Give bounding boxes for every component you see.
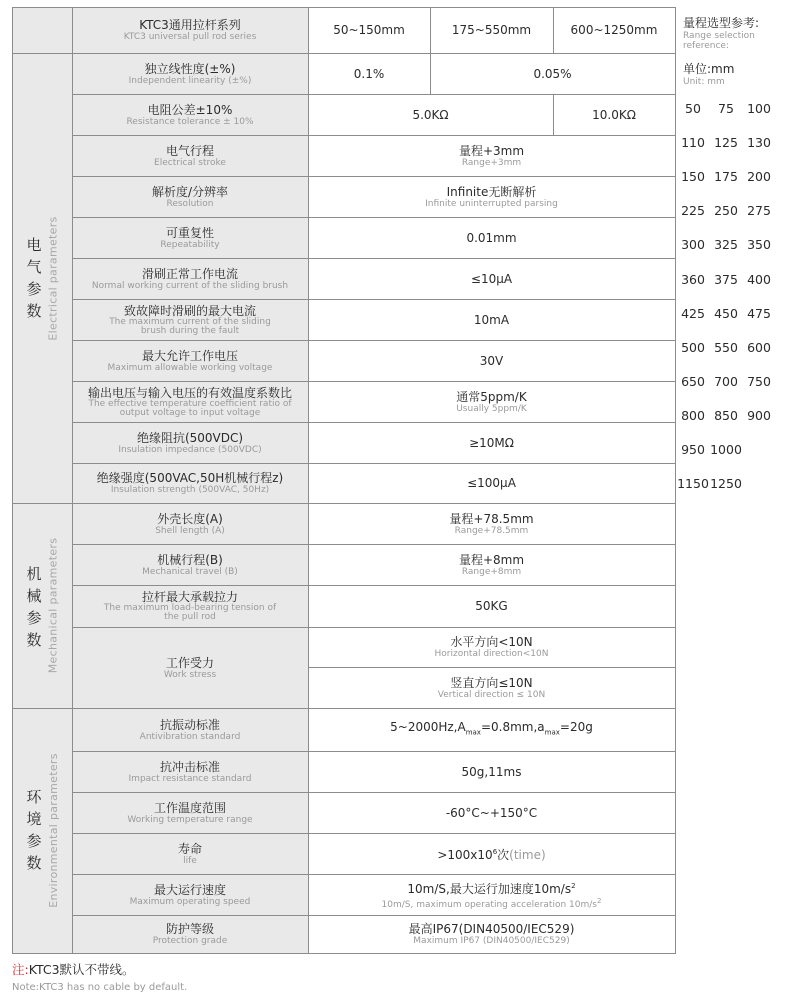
value-text-en: (time): [509, 848, 546, 862]
range-value: 450: [714, 305, 738, 321]
param-insulation-strength: [72, 463, 308, 503]
value-text: =20g: [559, 719, 593, 734]
param-label-en: Protection grade: [152, 936, 228, 946]
param-brush-current: [72, 258, 308, 299]
param-label: 绝缘阻抗(500VDC): [136, 430, 244, 445]
value-insulation-impedance: ≥10MΩ: [469, 435, 514, 450]
footnote-prefix: 注:: [12, 962, 29, 977]
value-text-en: Range+3mm: [461, 157, 522, 168]
param-label-en: The maximum load-bearing tension of: [103, 603, 277, 613]
value-max-voltage: 30V: [479, 353, 504, 368]
value-work-stress-vertical: [308, 667, 675, 708]
value-insulation-strength: ≤100μA: [467, 476, 516, 490]
param-resistance: [72, 94, 308, 135]
range-value: 75: [718, 101, 734, 116]
param-max-tension: [72, 585, 308, 627]
col-header-1: 50~150mm: [333, 23, 405, 37]
range-value: 200: [747, 169, 771, 185]
value-text: =0.8mm,a: [480, 719, 545, 734]
param-label-en: Impact resistance standard: [128, 773, 252, 784]
category-electrical-label: 电气参数: [26, 236, 42, 320]
value-resistance-2: 10.0KΩ: [592, 107, 636, 122]
value-stroke: [308, 135, 675, 176]
range-value: 750: [747, 373, 771, 389]
category-mechanical-en: [33, 503, 73, 708]
value-text-en: Vertical direction ≤ 10N: [437, 689, 546, 700]
value-text: 10m/S,最大运行加速度10m/s: [407, 882, 572, 896]
param-life: [72, 833, 308, 874]
value-repeatability: 0.01mm: [466, 230, 517, 245]
series-title: KTC3通用拉杆系列: [139, 18, 241, 32]
value-text-en: 10m/S, maximum operating acceleration 10m/s: [381, 900, 597, 910]
value-subscript: max: [544, 728, 560, 737]
value-text: 通常5ppm/K: [456, 389, 527, 404]
value-protection: [308, 915, 675, 953]
value-vibration: [308, 708, 675, 751]
range-value: 275: [747, 203, 771, 219]
param-temp-coeff: [72, 381, 308, 422]
param-label: 最大允许工作电压: [141, 348, 238, 363]
param-label-en: Working temperature range: [127, 814, 253, 825]
value-text: 量程+78.5mm: [449, 511, 534, 526]
range-value: 950: [681, 442, 705, 457]
value-text: 量程+8mm: [458, 552, 525, 567]
header-corner: [12, 7, 72, 53]
value-work-stress-horizontal: [308, 627, 675, 667]
param-label: 输出电压与输入电压的有效温度系数比: [87, 385, 292, 400]
param-label: 机械行程(B): [157, 552, 223, 567]
param-label-en: life: [183, 855, 197, 866]
range-value: 500: [681, 339, 705, 355]
range-value: 850: [714, 407, 738, 423]
param-label: 工作受力: [165, 655, 214, 670]
param-label-en: Mechanical travel (B): [142, 566, 238, 577]
value-text-en: Infinite uninterrupted parsing: [425, 198, 558, 209]
param-label-en: Maximum operating speed: [129, 896, 251, 907]
value-resolution: [308, 176, 675, 217]
param-shell-length: [72, 503, 308, 544]
value-text: 竖直方向≤10N: [450, 675, 533, 690]
param-label: 滑刷正常工作电流: [141, 266, 238, 281]
param-label: 抗振动标准: [159, 717, 220, 732]
range-value: 375: [714, 271, 738, 287]
param-label: 解析度/分辨率: [151, 184, 229, 199]
param-max-speed: [72, 874, 308, 915]
param-mech-travel: [72, 544, 308, 585]
param-label: 绝缘强度(500VAC,50H机械行程z): [96, 471, 284, 485]
value-superscript: 6: [492, 848, 498, 856]
footnote: [12, 962, 512, 978]
value-resistance-1: 5.0KΩ: [412, 107, 449, 122]
category-environmental-en: [33, 708, 73, 953]
value-superscript: 2: [571, 882, 576, 890]
value-text-en: Usually 5ppm/K: [456, 403, 527, 414]
param-label: 工作温度范围: [153, 800, 226, 815]
param-label-en: Shell length (A): [155, 525, 225, 536]
param-label-en: brush during the fault: [140, 325, 240, 336]
footnote-text: KTC3默认不带线。: [28, 962, 135, 977]
value-text: 量程+3mm: [458, 143, 525, 158]
value-text-en: Maximum IP67 (DIN40500/IEC529): [413, 936, 570, 946]
param-label-en: output voltage to input voltage: [119, 407, 261, 418]
value-text: 水平方向<10N: [450, 635, 533, 649]
param-label-en: Resolution: [166, 198, 214, 209]
range-value: 1150: [677, 476, 709, 492]
series-title-en: KTC3 universal pull rod series: [123, 32, 257, 42]
param-work-stress: [72, 627, 308, 708]
range-value: 650: [681, 373, 705, 389]
footnote-en: Note:KTC3 has no cable by default.: [12, 982, 188, 993]
value-text: 最高IP67(DIN40500/IEC529): [408, 922, 575, 936]
value-impact: 50g,11ms: [461, 764, 522, 779]
range-value: 100: [747, 101, 771, 116]
category-electrical-en-label: Electrical parameters: [46, 215, 60, 341]
range-value: 1000: [710, 442, 742, 457]
param-label: 抗冲击标准: [159, 759, 220, 774]
param-label: 寿命: [177, 841, 202, 856]
range-value: 130: [747, 135, 771, 151]
range-value: 150: [681, 169, 705, 185]
param-label-en: Insulation impedance (500VDC): [118, 444, 262, 455]
param-label: 电阻公差±10%: [147, 102, 233, 117]
range-value: 250: [714, 203, 738, 219]
range-value: 475: [747, 305, 771, 321]
range-value: 325: [714, 237, 738, 253]
param-repeatability: [72, 217, 308, 258]
value-temp-coeff: [308, 381, 675, 422]
param-label-en: Repeatability: [160, 239, 220, 250]
range-title: 量程选型参考:: [683, 16, 760, 30]
value-text: Infinite无断解析: [446, 184, 537, 199]
range-unit-en: Unit: mm: [683, 77, 725, 87]
param-max-voltage: [72, 340, 308, 381]
range-value: 550: [714, 339, 738, 355]
value-linearity-2: 0.05%: [533, 66, 572, 81]
range-value: 800: [681, 407, 705, 423]
value-temp-range: -60°C~+150°C: [445, 805, 538, 820]
range-panel-title: [683, 16, 788, 51]
value-shell-length: [308, 503, 675, 544]
value-brush-current: ≤10μA: [470, 271, 513, 286]
range-value: 425: [681, 305, 705, 321]
value-text: 5~2000Hz,A: [390, 719, 466, 734]
value-subscript: max: [465, 728, 481, 737]
value-text-en: Range+8mm: [461, 566, 522, 577]
value-max-tension: 50KG: [475, 599, 508, 613]
value-max-speed: [308, 874, 675, 915]
param-label-en: The effective temperature coefficient ratio of: [88, 398, 292, 409]
range-value: 1250: [710, 476, 742, 492]
range-value: 50: [685, 101, 701, 116]
param-label: 防护等级: [165, 922, 214, 936]
value-text-en: Horizontal direction<10N: [434, 649, 549, 659]
param-insulation-impedance: [72, 422, 308, 463]
category-electrical-en: [33, 53, 73, 503]
param-protection: [72, 915, 308, 953]
value-mech-travel: [308, 544, 675, 585]
param-label-en: Work stress: [163, 669, 217, 680]
range-value: 400: [747, 271, 771, 287]
range-value: 175: [714, 169, 738, 185]
range-value: 225: [681, 203, 705, 219]
range-value: 350: [747, 237, 771, 253]
category-mechanical-label: 机械参数: [26, 565, 42, 649]
category-mechanical-en-label: Mechanical parameters: [46, 537, 60, 674]
value-text-en: Range+78.5mm: [454, 525, 529, 536]
range-title-en: Range selection: [683, 31, 755, 41]
param-label: 可重复性: [165, 225, 214, 240]
range-title-en: reference:: [683, 41, 730, 51]
param-label-en: Electrical stroke: [154, 157, 226, 168]
range-panel-unit: [683, 62, 788, 87]
param-label: 外壳长度(A): [157, 511, 223, 526]
param-label-en: Antivibration standard: [139, 731, 241, 742]
range-value: 900: [747, 407, 771, 423]
value-superscript: 2: [596, 897, 602, 905]
param-label-en: Independent linearity (±%): [128, 75, 252, 86]
range-value: 600: [747, 339, 771, 355]
param-linearity: [72, 53, 308, 94]
param-label: 独立线性度(±%): [144, 61, 236, 76]
range-value: 360: [681, 271, 705, 287]
param-temp-range: [72, 792, 308, 833]
param-stroke: [72, 135, 308, 176]
value-linearity-1: 0.1%: [353, 66, 385, 81]
range-unit: 单位:mm: [683, 62, 735, 76]
param-label-en: Insulation strength (500VAC, 50Hz): [110, 485, 270, 495]
range-value: 700: [714, 373, 738, 389]
param-label: 电气行程: [165, 143, 214, 158]
value-fault-current: 10mA: [473, 312, 510, 327]
value-text: >100x10: [437, 848, 493, 862]
value-life: [308, 833, 675, 874]
param-resolution: [72, 176, 308, 217]
range-value: 110: [681, 135, 705, 151]
param-label-en: Maximum allowable working voltage: [107, 362, 273, 373]
param-label: 最大运行速度: [153, 882, 226, 897]
param-label-en: Normal working current of the sliding brush: [91, 280, 289, 291]
value-text: 次: [497, 848, 510, 862]
param-label: 致故障时滑刷的最大电流: [123, 303, 256, 318]
series-header: [72, 7, 308, 53]
param-fault-current: [72, 299, 308, 340]
range-value: 125: [714, 135, 738, 151]
param-label-en: Resistance tolerance ± 10%: [126, 116, 254, 127]
param-impact: [72, 751, 308, 792]
param-label: 拉杆最大承载拉力: [141, 590, 238, 604]
range-value: 300: [681, 237, 705, 253]
category-environmental-label: 环境参数: [26, 788, 42, 872]
col-header-3: 600~1250mm: [570, 23, 658, 37]
param-label-en: The maximum current of the sliding: [109, 316, 271, 327]
col-header-2: 175~550mm: [451, 23, 532, 37]
param-label-en: the pull rod: [164, 612, 216, 622]
param-vibration: [72, 708, 308, 751]
category-environmental-en-label: Environmental parameters: [46, 753, 60, 908]
